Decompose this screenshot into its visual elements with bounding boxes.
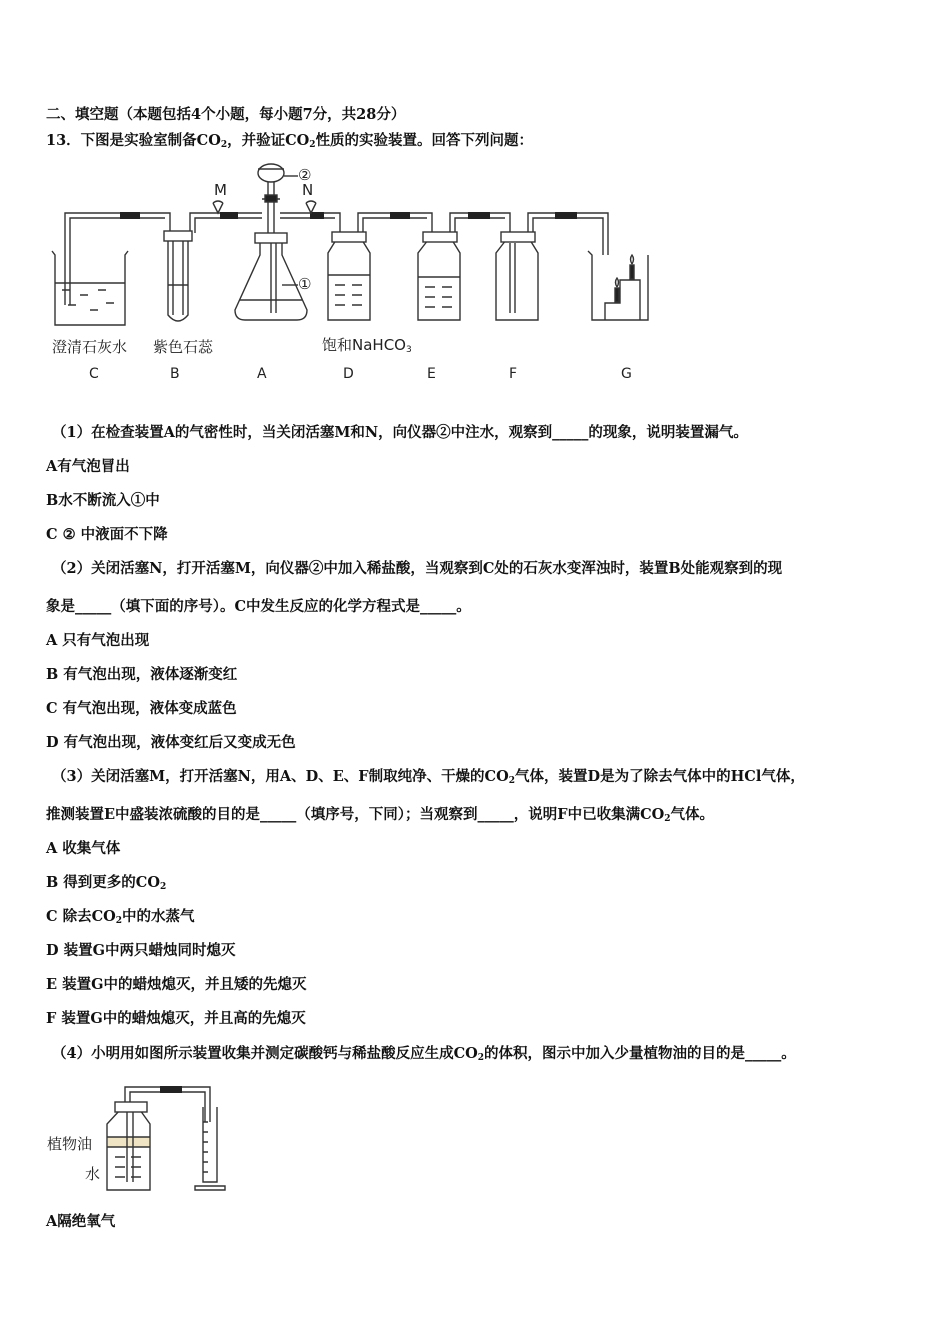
label-M: M: [214, 181, 227, 199]
letter-G: G: [621, 366, 632, 382]
label-C-solution: 澄清石灰水: [52, 338, 128, 356]
q1-option-b: B水不断流入①中: [46, 492, 160, 509]
q2-stem-line1: （2）关闭活塞N，打开活塞M，向仪器②中加入稀盐酸，当观察到C处的石灰水变浑浊时，装置B处能观察到的现: [52, 560, 783, 577]
q1-stem: （1）在检查装置A的气密性时，当关闭活塞M和N，向仪器②中注水，观察到_____的现象，说明装置漏气。: [52, 424, 748, 441]
letter-B: B: [170, 366, 180, 382]
q2-stem-line2: 象是_____（填下面的序号）。C中发生反应的化学方程式是_____。: [46, 598, 471, 615]
q2-option-b: B 有气泡出现，液体逐渐变红: [46, 666, 238, 683]
q3-option-a: A 收集气体: [46, 840, 121, 857]
question-13-title: 13．下图是实验室制备$CO_2$，并验证$CO_2$性质的实验装置。回答下列问题：: [46, 132, 534, 150]
q3-stem-line2: 推测装置E中盛装浓硫酸的目的是_____（填序号，下同）；当观察到_____，说明F中已收集满$CO_2$气体。: [46, 806, 715, 824]
q3-option-f: F 装置G中的蜡烛熄灭，并且高的先熄灭: [46, 1010, 306, 1027]
q3-stem-line1: （3）关闭活塞M，打开活塞N，用A、D、E、F制取纯净、干燥的$CO_2$气体，装置D是为了除去气体中的HCl气体，: [52, 768, 805, 786]
letter-D: D: [343, 366, 354, 382]
label-D-solution: 饱和NaHCO$_3$: [322, 336, 412, 355]
section-title: 二、填空题（本题包括4个小题，每小题7分，共28分）: [46, 106, 406, 123]
apparatus-figure: [40, 155, 740, 395]
q3-option-e: E 装置G中的蜡烛熄灭，并且矮的先熄灭: [46, 976, 307, 993]
q1-option-a: A有气泡冒出: [46, 458, 130, 475]
label-N: N: [302, 181, 314, 199]
label-circle2: ②: [298, 166, 312, 184]
label-B-solution: 紫色石蕊: [153, 338, 214, 356]
letter-F: F: [509, 366, 518, 382]
q4-option-a: A隔绝氧气: [46, 1213, 116, 1230]
letter-A: A: [257, 366, 267, 382]
q2-option-d: D 有气泡出现，液体变红后又变成无色: [46, 734, 296, 751]
label-oil: 植物油: [47, 1135, 93, 1153]
q3-option-c: C 除去$CO_2$中的水蒸气: [46, 908, 195, 926]
q4-stem: （4）小明用如图所示装置收集并测定碳酸钙与稀盐酸反应生成$CO_2$的体积，图示中加入少量植物油的目的是_____。: [52, 1045, 796, 1063]
q2-option-c: C 有气泡出现，液体变成蓝色: [46, 700, 237, 717]
q3-option-d: D 装置G中两只蜡烛同时熄灭: [46, 942, 236, 959]
q3-option-b: B 得到更多的$CO_2$: [46, 874, 167, 892]
letter-C: C: [89, 366, 99, 382]
label-circle1: ①: [298, 275, 312, 293]
q2-option-a: A 只有气泡出现: [46, 632, 150, 649]
label-water: 水: [85, 1165, 101, 1183]
gas-collection-figure: [95, 1082, 295, 1197]
letter-E: E: [427, 366, 436, 382]
q1-option-c: C ② 中液面不下降: [46, 526, 168, 543]
